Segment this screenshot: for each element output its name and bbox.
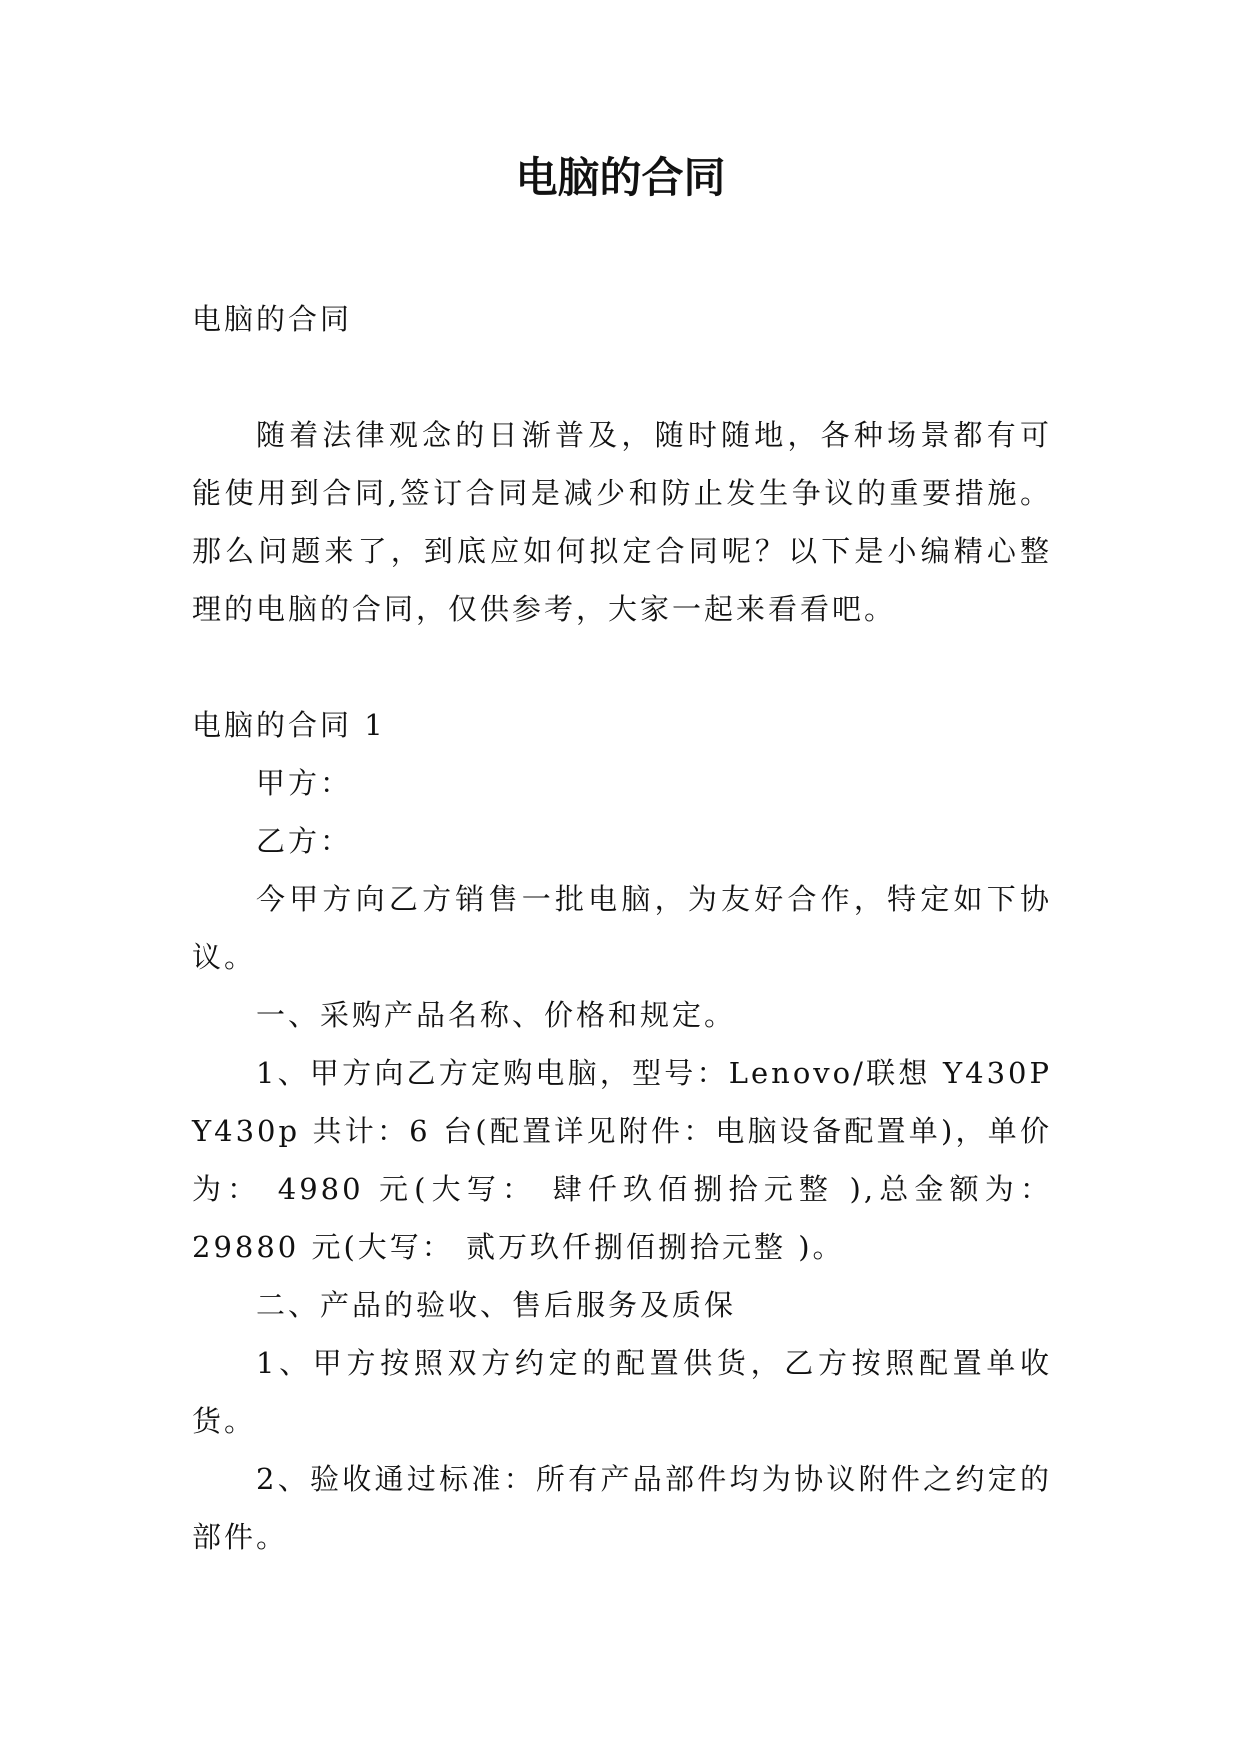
clause-2-heading: 二、产品的验收、售后服务及质保	[256, 1288, 737, 1322]
document-subtitle: 电脑的合同	[192, 302, 353, 336]
clause-1-heading: 一、采购产品名称、价格和规定。	[256, 998, 737, 1032]
document-title: 电脑的合同	[515, 153, 726, 202]
section-heading: 电脑的合同 1	[192, 708, 386, 742]
clause-2-item-1: 1、甲方按照双方约定的配置供货，乙方按照配置单收货。	[192, 1346, 1052, 1438]
clause-1-item-1: 1、甲方向乙方定购电脑，型号：Lenovo/联想 Y430P Y430p 共计：6 台(配置详见附件：电脑设备配置单)，单价为： 4980 元(大写： 肆仟玖佰捌拾元整 ),总金额为： 29880 元(大写： 贰万玖仟捌佰捌拾元整 )。	[192, 1056, 1052, 1264]
document-body	[192, 290, 1052, 1566]
clause-2-item-2: 2、验收通过标准：所有产品部件均为协议附件之约定的部件。	[192, 1462, 1052, 1554]
party-a-line: 甲方：	[256, 766, 353, 800]
preamble-paragraph: 今甲方向乙方销售一批电脑，为友好合作，特定如下协议。	[192, 882, 1052, 974]
party-b-line: 乙方：	[256, 824, 353, 858]
intro-paragraph: 随着法律观念的日渐普及，随时随地，各种场景都有可能使用到合同,签订合同是减少和防止发生争议的重要措施。那么问题来了，到底应如何拟定合同呢？以下是小编精心整理的电脑的合同，仅供参考，大家一起来看看吧。	[192, 418, 1052, 626]
